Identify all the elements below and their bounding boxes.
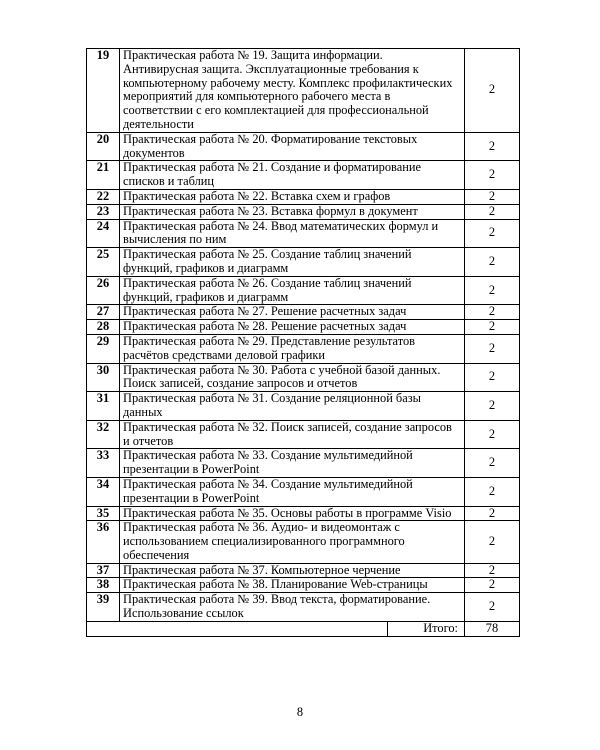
- row-hours: 2: [465, 477, 520, 506]
- row-title: Практическая работа № 27. Решение расчетных задач: [120, 305, 465, 320]
- row-title: Практическая работа № 22. Вставка схем и графов: [120, 189, 465, 204]
- table-row: [87, 506, 520, 521]
- row-number: 33: [87, 449, 120, 478]
- table-row: [87, 219, 520, 248]
- row-title: Практическая работа № 38. Планирование Web-страницы: [120, 578, 465, 593]
- row-number: 28: [87, 320, 120, 335]
- row-title: Практическая работа № 37. Компьютерное черчение: [120, 563, 465, 578]
- row-number: 37: [87, 563, 120, 578]
- table-row: [87, 189, 520, 204]
- row-hours: 2: [465, 305, 520, 320]
- page-number: 8: [296, 705, 304, 719]
- row-hours: 2: [465, 392, 520, 421]
- row-hours: 2: [465, 363, 520, 392]
- table-row: [87, 320, 520, 335]
- row-title: Практическая работа № 33. Создание мультимедийной презентации в PowerPoint: [120, 449, 465, 478]
- row-title: Практическая работа № 30. Работа с учебной базой данных. Поиск записей, создание запросов и отчетов: [120, 363, 465, 392]
- row-title: Практическая работа № 26. Создание таблиц значений функций, графиков и диаграмм: [120, 276, 465, 305]
- row-title: Практическая работа № 19. Защита информации. Антивирусная защита. Эксплуатационные требования к компьютерному рабочему месту. Комплекс профилактических мероприятий для компьютерного рабочего места в соответствии с его комплектацией для профессиональной деятельности: [120, 49, 465, 133]
- row-number: 24: [87, 219, 120, 248]
- table-row: [87, 449, 520, 478]
- table-row: [87, 161, 520, 190]
- row-hours: 2: [465, 49, 520, 133]
- row-number: 19: [87, 49, 120, 133]
- row-title: Практическая работа № 39. Ввод текста, форматирование. Использование ссылок: [120, 593, 465, 622]
- row-title: Практическая работа № 21. Создание и форматирование списков и таблиц: [120, 161, 465, 190]
- row-number: 22: [87, 189, 120, 204]
- row-number: 38: [87, 578, 120, 593]
- table-row: [87, 578, 520, 593]
- row-hours: 2: [465, 334, 520, 363]
- row-hours: 2: [465, 563, 520, 578]
- row-number: 32: [87, 420, 120, 449]
- row-number: 30: [87, 363, 120, 392]
- row-hours: 2: [465, 420, 520, 449]
- row-title: Практическая работа № 32. Поиск записей, создание запросов и отчетов: [120, 420, 465, 449]
- row-title: Практическая работа № 36. Аудио- и видеомонтаж с использованием специализированного программного обеспечения: [120, 521, 465, 563]
- table-row: [87, 563, 520, 578]
- practical-works-table: [86, 48, 520, 637]
- row-title: Практическая работа № 24. Ввод математических формул и вычисления по ним: [120, 219, 465, 248]
- row-number: 39: [87, 593, 120, 622]
- row-title: Практическая работа № 25. Создание таблиц значений функций, графиков и диаграмм: [120, 248, 465, 277]
- table-row: [87, 305, 520, 320]
- row-title: Практическая работа № 29. Представление результатов расчётов средствами деловой графики: [120, 334, 465, 363]
- row-number: 34: [87, 477, 120, 506]
- row-title: Практическая работа № 34. Создание мультимедийной презентации в PowerPoint: [120, 477, 465, 506]
- row-hours: 2: [465, 161, 520, 190]
- total-value: 78: [465, 621, 520, 636]
- row-number: 27: [87, 305, 120, 320]
- row-hours: 2: [465, 132, 520, 161]
- row-title: Практическая работа № 35. Основы работы в программе Visio: [120, 506, 465, 521]
- total-label-cell: [87, 621, 465, 636]
- table-row: [87, 392, 520, 421]
- table-row: [87, 334, 520, 363]
- row-hours: 2: [465, 276, 520, 305]
- total-row: [87, 621, 520, 636]
- table-row: [87, 132, 520, 161]
- table-row: [87, 49, 520, 133]
- table-body: [87, 49, 520, 622]
- table-row: [87, 420, 520, 449]
- row-title: Практическая работа № 31. Создание реляционной базы данных: [120, 392, 465, 421]
- row-number: 25: [87, 248, 120, 277]
- row-number: 20: [87, 132, 120, 161]
- row-hours: 2: [465, 593, 520, 622]
- row-hours: 2: [465, 320, 520, 335]
- total-label: Итого:: [387, 622, 464, 636]
- table-row: [87, 477, 520, 506]
- row-hours: 2: [465, 248, 520, 277]
- row-number: 35: [87, 506, 120, 521]
- row-number: 31: [87, 392, 120, 421]
- row-number: 36: [87, 521, 120, 563]
- row-hours: 2: [465, 204, 520, 219]
- row-hours: 2: [465, 219, 520, 248]
- row-number: 21: [87, 161, 120, 190]
- row-hours: 2: [465, 578, 520, 593]
- row-hours: 2: [465, 189, 520, 204]
- row-number: 23: [87, 204, 120, 219]
- row-title: Практическая работа № 28. Решение расчетных задач: [120, 320, 465, 335]
- table-row: [87, 521, 520, 563]
- row-number: 29: [87, 334, 120, 363]
- table-row: [87, 204, 520, 219]
- row-hours: 2: [465, 521, 520, 563]
- table-row: [87, 363, 520, 392]
- row-title: Практическая работа № 23. Вставка формул в документ: [120, 204, 465, 219]
- table-row: [87, 248, 520, 277]
- row-number: 26: [87, 276, 120, 305]
- table-row: [87, 593, 520, 622]
- row-hours: 2: [465, 506, 520, 521]
- row-hours: 2: [465, 449, 520, 478]
- table-row: [87, 276, 520, 305]
- row-title: Практическая работа № 20. Форматирование текстовых документов: [120, 132, 465, 161]
